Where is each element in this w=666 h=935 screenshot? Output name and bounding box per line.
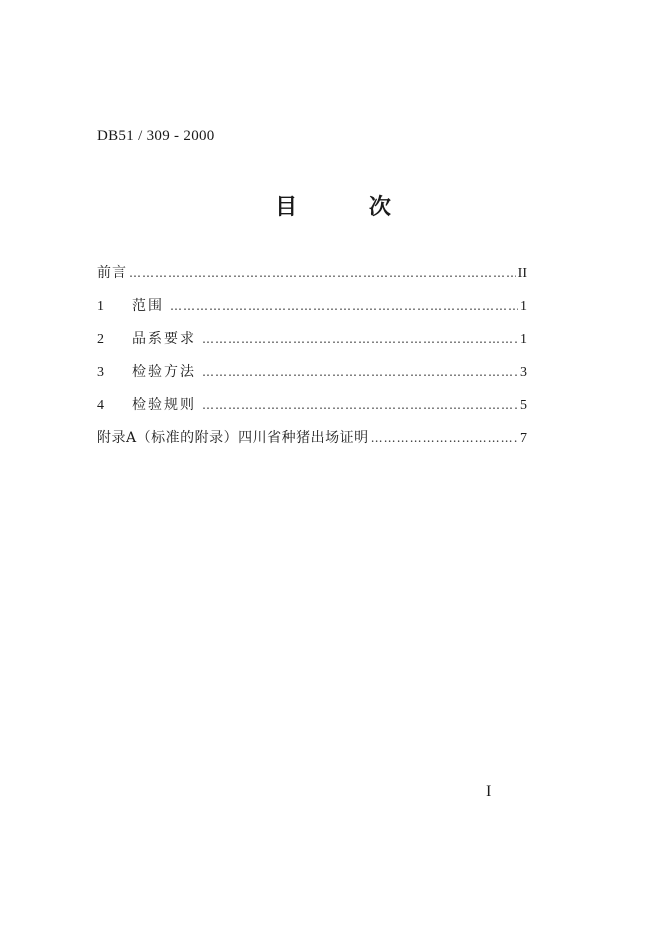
toc-entry-number: 4 — [97, 398, 104, 413]
toc-leader-dots — [170, 299, 518, 313]
toc-leader-dots — [202, 332, 518, 346]
toc-entry-inspection-rules[interactable] — [97, 394, 527, 427]
toc-entry-label: 品系要求 — [132, 331, 196, 347]
toc-entry-label: 附录A（标准的附录）四川省种猪出场证明 — [97, 430, 369, 446]
toc-entry-label: 检验规则 — [132, 397, 196, 413]
toc-entry-label: 检验方法 — [132, 364, 196, 380]
toc-entry-scope[interactable] — [97, 295, 527, 328]
toc-entry-test-methods[interactable] — [97, 361, 527, 394]
toc-entry-page: 7 — [520, 431, 527, 446]
toc-entry-number: 3 — [97, 365, 104, 380]
toc-entry-number: 1 — [97, 299, 104, 314]
toc-entry-label: 前言 — [97, 265, 127, 281]
toc-entry-page: 1 — [520, 332, 527, 347]
page-number: I — [486, 783, 492, 800]
toc-entry-label: 范围 — [132, 298, 164, 314]
toc-leader-dots — [129, 266, 516, 280]
toc-leader-dots — [202, 365, 518, 379]
toc-entry-number: 2 — [97, 332, 104, 347]
toc-entry-page: 1 — [520, 299, 527, 314]
toc-title: 目 次 — [275, 194, 423, 220]
toc-entry-page: II — [517, 266, 527, 281]
standard-code: DB51 / 309 - 2000 — [97, 128, 215, 144]
toc-leader-dots — [202, 398, 518, 412]
toc-entry-page: 3 — [520, 365, 527, 380]
toc-entry-appendix-a[interactable] — [97, 427, 527, 460]
toc-entry-strain-requirements[interactable] — [97, 328, 527, 361]
toc-entry-foreword[interactable] — [97, 262, 527, 295]
toc-entry-page: 5 — [520, 398, 527, 413]
toc-leader-dots — [371, 431, 518, 445]
toc-list — [97, 262, 527, 460]
